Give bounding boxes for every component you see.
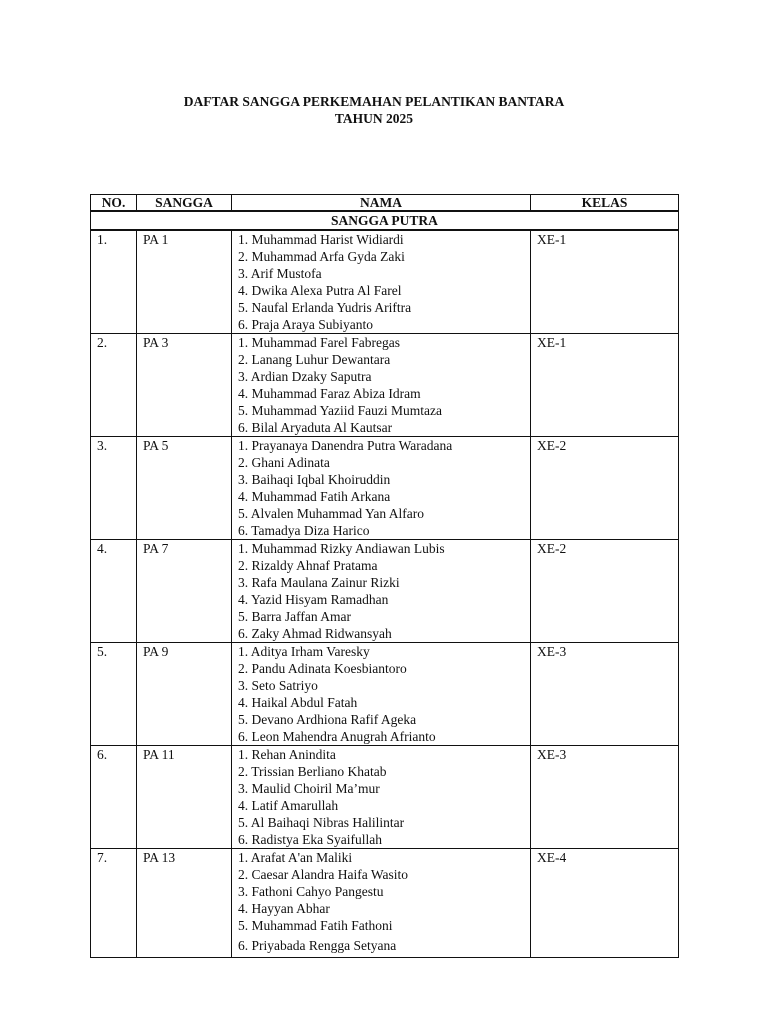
member-name: 5. Naufal Erlanda Yudris Ariftra (238, 300, 412, 315)
header-row (91, 195, 679, 212)
cell-nama (232, 230, 531, 334)
table-row (91, 334, 679, 437)
cell-no (91, 746, 137, 849)
group-number: 1. (97, 232, 108, 247)
member-name: 6. Praja Araya Subiyanto (238, 317, 373, 332)
cell-sangga (137, 643, 232, 746)
cell-sangga (137, 230, 232, 334)
member-name: 1. Muhammad Farel Fabregas (238, 335, 400, 350)
section-row (91, 211, 679, 230)
class-name: XE-4 (537, 850, 567, 865)
class-name: XE-2 (537, 541, 567, 556)
member-name: 2. Rizaldy Ahnaf Pratama (238, 558, 378, 573)
member-name: 2. Muhammad Arfa Gyda Zaki (238, 249, 405, 264)
sangga-table (90, 194, 679, 958)
title-line-1: DAFTAR SANGGA PERKEMAHAN PELANTIKAN BANTARA (183, 94, 565, 109)
member-name: 4. Haikal Abdul Fatah (238, 695, 358, 710)
member-name: 3. Rafa Maulana Zainur Rizki (238, 575, 400, 590)
table-row (91, 230, 679, 334)
section-body (91, 211, 679, 230)
header-nama: NAMA (232, 195, 531, 212)
cell-kelas (531, 540, 679, 643)
class-name: XE-3 (537, 644, 567, 659)
sangga-name: PA 5 (143, 438, 169, 453)
member-name: 3. Maulid Choiril Ma’mur (238, 781, 380, 796)
member-name: 3. Fathoni Cahyo Pangestu (238, 884, 384, 899)
group-number: 7. (97, 850, 108, 865)
member-name: 4. Yazid Hisyam Ramadhan (238, 592, 389, 607)
member-name: 6. Priyabada Rengga Setyana (238, 938, 397, 953)
group-number: 3. (97, 438, 108, 453)
group-number: 6. (97, 747, 108, 762)
sangga-name: PA 13 (143, 850, 176, 865)
member-name: 4. Muhammad Faraz Abiza Idram (238, 386, 421, 401)
cell-sangga (137, 334, 232, 437)
cell-kelas (531, 437, 679, 540)
sangga-name: PA 7 (143, 541, 169, 556)
member-name: 5. Devano Ardhiona Rafif Ageka (238, 712, 417, 727)
group-number: 5. (97, 644, 108, 659)
cell-nama (232, 849, 531, 958)
table-row (91, 849, 679, 958)
member-name: 5. Barra Jaffan Amar (238, 609, 351, 624)
member-name: 1. Rehan Anindita (238, 747, 336, 762)
cell-no (91, 849, 137, 958)
title-line-2: TAHUN 2025 (334, 111, 414, 126)
header-sangga: SANGGA (137, 195, 232, 212)
cell-kelas (531, 643, 679, 746)
member-name: 4. Hayyan Abhar (238, 901, 330, 916)
cell-no (91, 437, 137, 540)
document-title (0, 93, 748, 127)
member-name: 5. Alvalen Muhammad Yan Alfaro (238, 506, 424, 521)
member-name: 3. Baihaqi Iqbal Khoiruddin (238, 472, 391, 487)
member-name: 6. Zaky Ahmad Ridwansyah (238, 626, 392, 641)
section-title: SANGGA PUTRA (91, 211, 679, 230)
member-name: 2. Lanang Luhur Dewantara (238, 352, 391, 367)
member-name: 5. Muhammad Yaziid Fauzi Mumtaza (238, 403, 442, 418)
member-name: 2. Ghani Adinata (238, 455, 330, 470)
class-name: XE-2 (537, 438, 567, 453)
cell-kelas (531, 230, 679, 334)
member-name: 3. Seto Satriyo (238, 678, 318, 693)
member-name: 5. Muhammad Fatih Fathoni (238, 918, 393, 933)
cell-nama (232, 334, 531, 437)
cell-kelas (531, 849, 679, 958)
member-name: 1. Muhammad Rizky Andiawan Lubis (238, 541, 445, 556)
member-name: 1. Prayanaya Danendra Putra Waradana (238, 438, 453, 453)
member-name: 3. Arif Mustofa (238, 266, 322, 281)
class-name: XE-1 (537, 335, 567, 350)
cell-sangga (137, 540, 232, 643)
member-name: 6. Radistya Eka Syaifullah (238, 832, 382, 847)
cell-nama (232, 643, 531, 746)
sangga-name: PA 11 (143, 747, 175, 762)
cell-kelas (531, 334, 679, 437)
cell-nama (232, 746, 531, 849)
member-name: 2. Caesar Alandra Haifa Wasito (238, 867, 408, 882)
member-name: 6. Tamadya Diza Harico (238, 523, 370, 538)
member-name: 1. Aditya Irham Varesky (238, 644, 370, 659)
cell-no (91, 230, 137, 334)
member-name: 5. Al Baihaqi Nibras Halilintar (238, 815, 405, 830)
sangga-name: PA 9 (143, 644, 169, 659)
class-name: XE-1 (537, 232, 567, 247)
group-number: 4. (97, 541, 108, 556)
member-name: 4. Latif Amarullah (238, 798, 339, 813)
member-name: 2. Trissian Berliano Khatab (238, 764, 387, 779)
member-name: 6. Leon Mahendra Anugrah Afrianto (238, 729, 436, 744)
class-name: XE-3 (537, 747, 567, 762)
cell-no (91, 540, 137, 643)
member-name: 2. Pandu Adinata Koesbiantoro (238, 661, 407, 676)
group-number: 2. (97, 335, 108, 350)
sangga-name: PA 3 (143, 335, 169, 350)
member-name: 4. Dwika Alexa Putra Al Farel (238, 283, 402, 298)
cell-sangga (137, 849, 232, 958)
cell-nama (232, 437, 531, 540)
sangga-name: PA 1 (143, 232, 169, 247)
member-name: 4. Muhammad Fatih Arkana (238, 489, 391, 504)
member-name: 1. Arafat A'an Maliki (238, 850, 353, 865)
group-rows (91, 230, 679, 958)
cell-no (91, 334, 137, 437)
table-row (91, 437, 679, 540)
table-row (91, 746, 679, 849)
table-row (91, 540, 679, 643)
cell-sangga (137, 437, 232, 540)
cell-sangga (137, 746, 232, 849)
header-kelas: KELAS (531, 195, 679, 212)
cell-no (91, 643, 137, 746)
member-name: 1. Muhammad Harist Widiardi (238, 232, 404, 247)
member-name: 6. Bilal Aryaduta Al Kautsar (238, 420, 393, 435)
cell-nama (232, 540, 531, 643)
table-row (91, 643, 679, 746)
member-name: 3. Ardian Dzaky Saputra (238, 369, 372, 384)
table-header (91, 195, 679, 212)
cell-kelas (531, 746, 679, 849)
header-no: NO. (91, 195, 137, 212)
